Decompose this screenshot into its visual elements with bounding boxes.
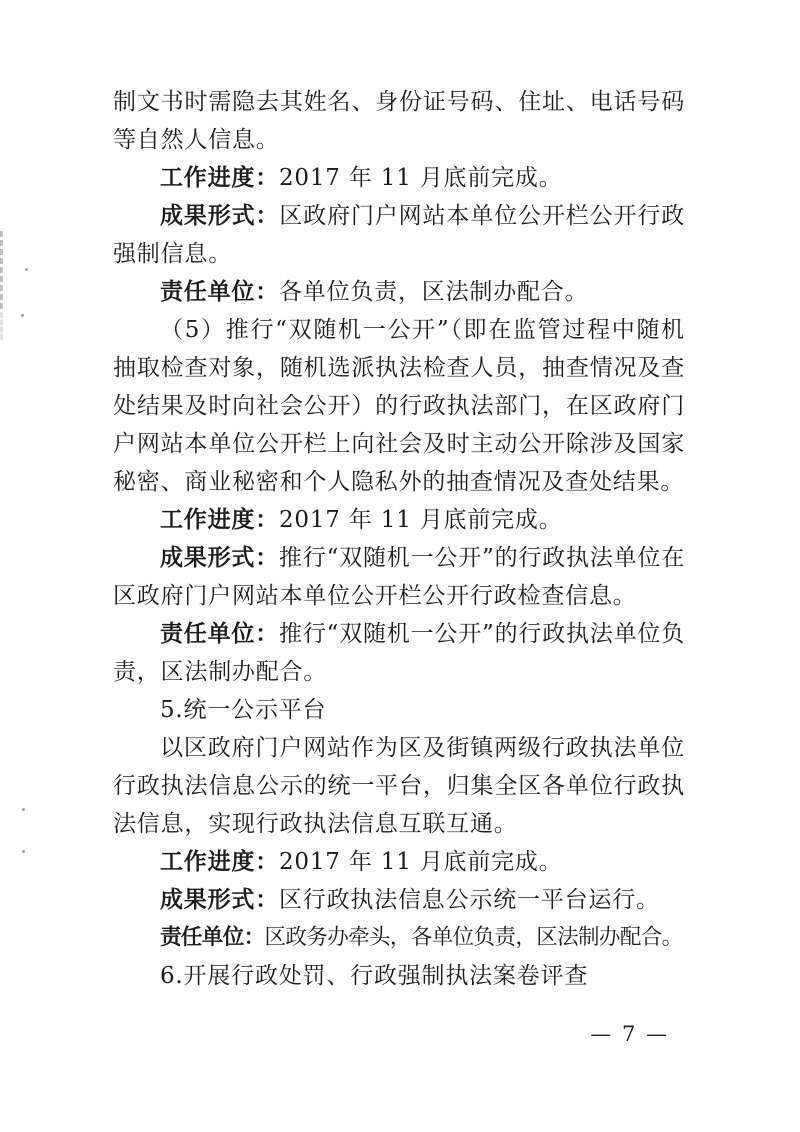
paragraph xyxy=(113,311,685,501)
paragraph-label: 工作进度： xyxy=(160,848,279,875)
paragraph-text: 区政务办牵头，各单位负责，区法制办配合。 xyxy=(264,925,683,950)
paragraph-text: 2017 年 11 月底前完成。 xyxy=(279,849,563,875)
paragraph-label: 成果形式： xyxy=(160,544,280,571)
scan-edge-artifact-faint xyxy=(0,312,3,340)
section-heading xyxy=(113,957,685,995)
paragraph-text: 2017 年 11 月底前完成。 xyxy=(279,165,563,191)
paragraph xyxy=(113,159,685,197)
scan-speck xyxy=(22,808,25,811)
paragraph-label: 责任单位： xyxy=(160,278,279,305)
heading-text: 6.开展行政处罚、行政强制执法案卷评查 xyxy=(160,963,589,989)
paragraph xyxy=(113,615,685,691)
paragraph xyxy=(113,843,685,881)
scan-edge-artifact xyxy=(0,231,3,309)
paragraph-label: 责任单位： xyxy=(160,620,280,647)
paragraph-text: 推行“双随机一公开”的行政执法单位负责，区法制办配合。 xyxy=(113,621,686,685)
page-number: — 7 — xyxy=(590,1022,669,1046)
page-body xyxy=(113,83,685,995)
scan-speck xyxy=(21,314,24,317)
paragraph-label: 成果形式： xyxy=(160,886,279,913)
heading-text: 5.统一公示平台 xyxy=(160,697,327,723)
paragraph xyxy=(113,919,685,957)
paragraph-label: 工作进度： xyxy=(160,506,279,533)
paragraph xyxy=(113,539,685,615)
paragraph xyxy=(113,273,685,311)
paragraph-text: 制文书时需隐去其姓名、身份证号码、住址、电话号码等自然人信息。 xyxy=(113,89,685,153)
scan-speck xyxy=(22,850,25,853)
section-heading xyxy=(113,691,685,729)
paragraph xyxy=(113,83,685,159)
paragraph-text: 2017 年 11 月底前完成。 xyxy=(279,507,563,533)
paragraph-label: 工作进度： xyxy=(160,164,279,191)
paragraph-label: 成果形式： xyxy=(160,202,280,229)
paragraph xyxy=(113,501,685,539)
paragraph-text: 以区政府门户网站作为区及街镇两级行政执法单位行政执法信息公示的统一平台，归集全区各单位行政执法信息，实现行政执法信息互联互通。 xyxy=(113,735,685,837)
paragraph xyxy=(113,881,685,919)
paragraph-text: 推行“双随机一公开”的行政执法单位在区政府门户网站本单位公开栏公开行政检查信息。 xyxy=(113,545,686,609)
paragraph-text: （5）推行“双随机一公开”（即在监管过程中随机抽取检查对象，随机选派执法检查人员，抽查情况及查处结果及时向社会公开）的行政执法部门，在区政府门户网站本单位公开栏上向社会及时主动公开除涉及国家秘密、商业秘密和个人隐私外的抽查情况及查处结果。 xyxy=(113,317,685,495)
scan-speck xyxy=(25,268,28,271)
paragraph xyxy=(113,197,685,273)
paragraph-text: 各单位负责，区法制办配合。 xyxy=(279,279,589,305)
paragraph-text: 区政府门户网站本单位公开栏公开行政强制信息。 xyxy=(113,203,686,267)
paragraph-label: 责任单位： xyxy=(160,925,265,950)
paragraph-text: 区行政执法信息公示统一平台运行。 xyxy=(279,887,660,913)
paragraph xyxy=(113,729,685,843)
